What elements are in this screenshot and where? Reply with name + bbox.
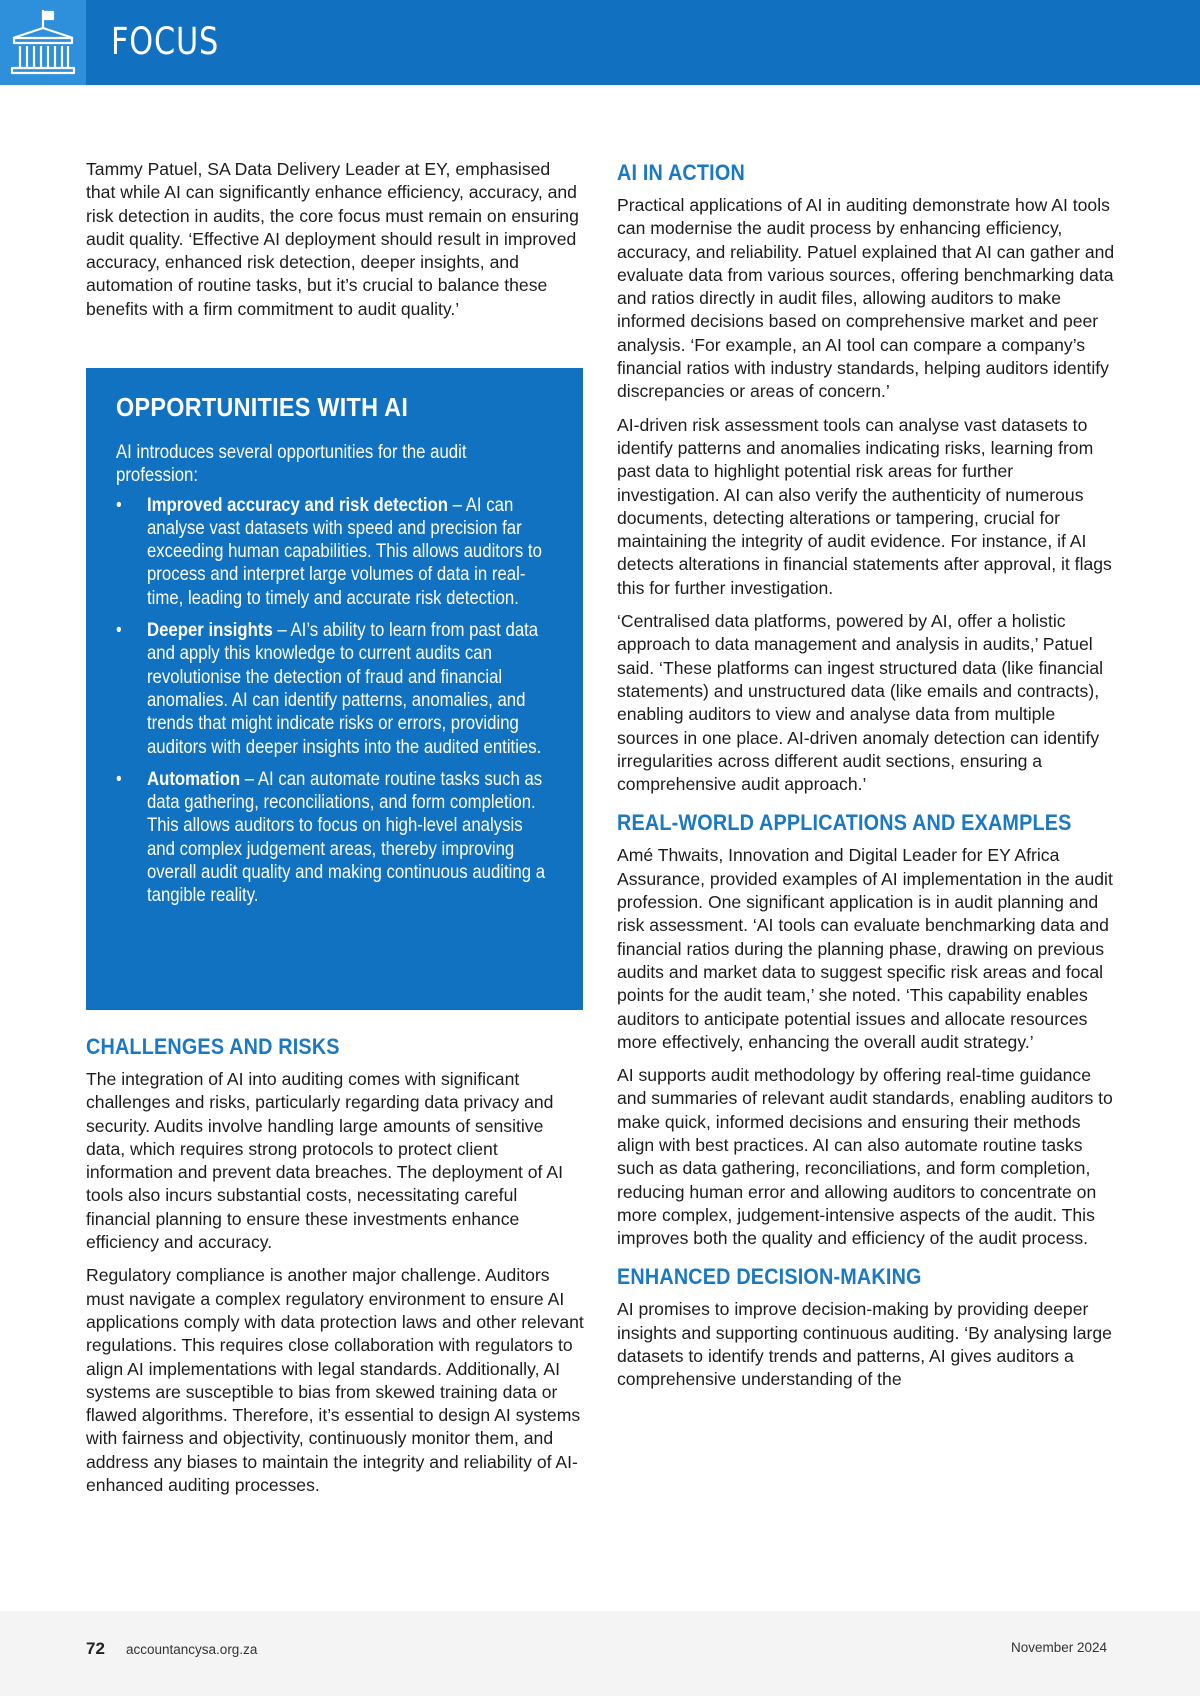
list-item-bold: Improved accuracy and risk detection	[146, 493, 449, 516]
intro-paragraph: Tammy Patuel, SA Data Delivery Leader at EY, emphasised that while AI can significantly enhance efficiency, accuracy, and risk detection in audits, the core focus must remain on ensuring audit quality. ‘Effective AI deployment should result in improved accuracy, enhanced risk detection, deeper insights, and automation of routine tasks, but it’s crucial to balance these benefits with a firm commitment to audit quality.’	[86, 159, 579, 319]
list-item-bold: Automation	[146, 767, 241, 790]
opportunities-intro: AI introduces several opportunities for the audit profession:	[116, 441, 467, 487]
ai-in-action-paragraph-1: Practical applications of AI in auditing demonstrate how AI tools can modernise the audit process by enhancing efficiency, accuracy, and reliability. Patuel explained that AI can gather and evaluate data from various sources, offering benchmarking data and ratios directly in audit files, allowing auditors to make informed decisions based on comprehensive market and peer analysis. ‘For example, an AI tool can compare a company’s financial ratios with industry standards, helping auditors identify discrepancies or areas of concern.’	[617, 195, 1115, 402]
opportunities-content	[116, 441, 552, 917]
section-title: FOCUS	[111, 20, 220, 63]
list-item-text: – AI can automate routine tasks such as data gathering, reconciliations, and form completion. This allows auditors to focus on high-level analysis and complex judgement areas, thereby improving overall audit quality and making continuous auditing a tangible reality.	[146, 767, 546, 907]
list-item-text: – AI’s ability to learn from past data and apply this knowledge to current audits can revolutionise the detection of fraud and financial anomalies. AI can identify patterns, anomalies, and trends that might indicate risks or errors, providing auditors with deeper insights into the audited entities.	[146, 619, 542, 758]
right-column	[617, 160, 1117, 1402]
list-item	[116, 768, 552, 908]
real-world-paragraph-2: AI supports audit methodology by offering real-time guidance and summaries of relevant audit standards, enabling auditors to make quick, informed decisions and ensuring their methods align with best practices. AI can also automate routine tasks such as data gathering, reconciliations, and form completion, reducing human error and allowing auditors to concentrate on more complex, judgement-intensive aspects of the audit. This improves both the quality and efficiency of the audit process.	[617, 1065, 1113, 1249]
list-item	[116, 619, 552, 759]
challenges-heading: CHALLENGES AND RISKS	[86, 1034, 340, 1059]
bullet-icon: •	[116, 620, 122, 642]
list-item-bold: Deeper insights	[146, 619, 273, 642]
issue-date: November 2024	[1011, 1640, 1108, 1655]
challenges-paragraph-1: The integration of AI into auditing comes with significant challenges and risks, particularly regarding data privacy and security. Audits involve handling large amounts of sensitive data, which requires strong protocols to protect client information and prevent data breaches. The deployment of AI tools also incurs substantial costs, necessitating careful financial planning to ensure these investments enhance efficiency and accuracy.	[86, 1069, 563, 1253]
list-item	[116, 494, 552, 610]
section-header	[0, 0, 1200, 85]
list-item-text: – AI can analyse vast datasets with speed and precision far exceeding human capabilities. This allows auditors to process and interpret large volumes of data in real-time, leading to timely and accurate risk detection.	[146, 493, 542, 609]
building-flag-icon	[0, 0, 86, 85]
bullet-icon: •	[116, 494, 122, 516]
decision-making-paragraph: AI promises to improve decision-making by providing deeper insights and supporting continuous auditing. ‘By analysing large datasets to identify trends and patterns, AI gives auditors a comprehensive understanding of the	[617, 1299, 1112, 1390]
decision-making-heading: ENHANCED DECISION-MAKING	[617, 1264, 922, 1290]
ai-in-action-paragraph-2: AI-driven risk assessment tools can analyse vast datasets to identify patterns and anomalies indicating risks, learning from past data to highlight potential risk areas for further investigation. AI can also verify the authenticity of numerous documents, detecting alterations or tampering, crucial for maintaining the integrity of audit evidence. For instance, if AI detects alterations in financial statements after approval, it flags this for further investigation.	[617, 414, 1112, 598]
opportunities-title: OPPORTUNITIES WITH AI	[116, 392, 409, 422]
left-column-top	[86, 158, 584, 331]
real-world-heading: REAL-WORLD APPLICATIONS AND EXAMPLES	[617, 810, 1072, 836]
opportunities-box	[86, 368, 583, 1010]
header-icon-box	[0, 0, 86, 85]
page-number: 72	[86, 1639, 105, 1658]
site-url: accountancysa.org.za	[126, 1642, 258, 1657]
bullet-icon: •	[116, 768, 122, 790]
ai-in-action-heading: AI IN ACTION	[617, 160, 745, 185]
challenges-paragraph-2: Regulatory compliance is another major challenge. Auditors must navigate a complex regulatory environment to ensure AI applications comply with data protection laws and other relevant regulations. This requires close collaboration with regulators to align AI implementations with legal standards. Additionally, AI systems are susceptible to bias from skewed training data or flawed algorithms. Therefore, it’s essential to design AI systems with fairness and objectivity, continuously monitor them, and address any biases to maintain the integrity and reliability of AI-enhanced auditing processes.	[86, 1265, 584, 1496]
left-column-bottom	[86, 1034, 584, 1507]
real-world-paragraph-1: Amé Thwaits, Innovation and Digital Leader for EY Africa Assurance, provided examples of AI implementation in the audit profession. One significant application is in audit planning and risk assessment. ‘AI tools can evaluate benchmarking data and financial ratios during the planning phase, drawing on previous audits and market data to suggest specific risk areas and focal points for the audit team,’ she noted. ‘This capability enables auditors to anticipate potential issues and allocate resources more effectively, enhancing the overall audit strategy.’	[617, 845, 1113, 1052]
ai-in-action-paragraph-3: ‘Centralised data platforms, powered by AI, offer a holistic approach to data management and analysis in audits,’ Patuel said. ‘These platforms can ingest structured data (like financial statements) and unstructured data (like emails and contracts), enabling auditors to view and analyse data from multiple sources in one place. AI-driven anomaly detection can identify irregularities across different audit sections, ensuring a comprehensive audit approach.’	[617, 611, 1104, 795]
opportunities-list	[116, 494, 552, 908]
